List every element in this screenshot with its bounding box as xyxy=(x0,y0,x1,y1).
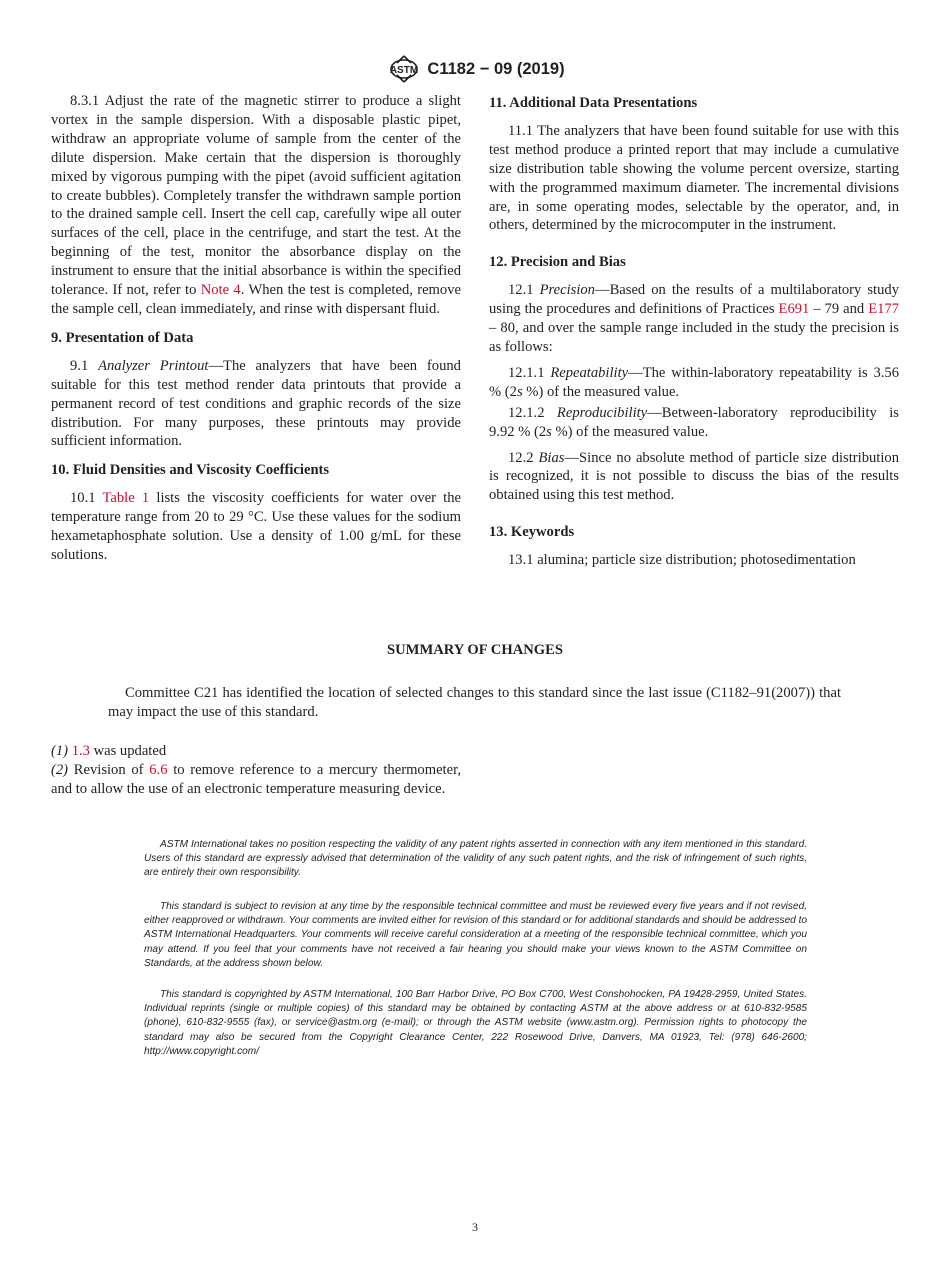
table-1-link[interactable]: Table 1 xyxy=(102,490,150,507)
left-column xyxy=(51,92,461,572)
e691-link[interactable]: E691 xyxy=(778,301,810,318)
section-6-6-link[interactable]: 6.6 xyxy=(149,762,168,778)
change-item: (1) 1.3 was updated xyxy=(51,743,167,759)
section-10-heading: 10. Fluid Densities and Viscosity Coefficients xyxy=(51,462,330,479)
note-4-link[interactable]: Note 4 xyxy=(200,282,241,299)
e177-link[interactable]: E177 xyxy=(868,301,899,318)
svg-text:ASTM: ASTM xyxy=(390,65,419,76)
paragraph-13-1: 13.1 alumina; particle size distribution; photosedimentation xyxy=(508,552,856,569)
page-number: 3 xyxy=(472,1220,478,1234)
paragraph-8-3-1: 8.3.1 Adjust the rate of the magnetic stirrer to produce a slight vortex in the sample dispersion. With a disposable plastic pipet, withdraw an appropriate volume of sample from the center of the dilute dispersion. Make certain that the dispersion is thoroughly mixed by vigorous pumping with the pipet (avoid sufficient agitation to create bubbles). Completely transfer the withdrawn sample portion to the drained sample cell. Insert the cell cap, carefully wipe all outer surfaces of the cell, place in the centrifuge, and start the test. At the beginning of the test, monitor the absorbance display on the instrument to ensure that the initial absorbance is within the specified tolerance. If not, refer to Note 4. When the test is completed, remove the sample cell, clean immediately, and rinse with dispersant fluid. xyxy=(51,93,461,317)
paragraph-11-1: 11.1 The analyzers that have been found suitable for use with this test method produce a printed report that may include a cumulative size distribution table showing the volume percent oversize, starting with the programmed maximum diameter. The incremental divisions are, in some operating modes, selectable by the operator, and, in others, determined by the microcomputer in the instrument. xyxy=(489,122,899,234)
astm-logo-icon xyxy=(385,54,423,84)
paragraph-12-1-2: 12.1.2 Reproducibility—Between-laboratory reproducibility is 9.92 % (2s %) of the measured value. xyxy=(489,404,899,440)
section-1-3-link[interactable]: 1.3 xyxy=(71,743,90,759)
section-11-heading: 11. Additional Data Presentations xyxy=(489,95,698,111)
paragraph-9-1: 9.1 Analyzer Printout—The analyzers that have been found suitable for this test method render data printouts that provide a permanent record of test conditions and graphic records of the size distribution. For many purposes, these printouts may provide sufficient information. xyxy=(51,357,461,450)
copyright-notice: This standard is copyrighted by ASTM International, 100 Barr Harbor Drive, PO Box C700, West Conshohocken, PA 19428-2959, United States. Individual reprints (single or multiple copies) of this standard may be obtained by contacting ASTM at the above address or at 610-832-9585 (phone), 610-832-9555 (fax), or service@astm.org (e-mail); or through the ASTM website (www.astm.org). Permission rights to photocopy the standard may also be secured from the Copyright Clearance Center, 222 Rosewood Drive, Danvers, MA 01923, Tel: (978) 646-2600; http://www.copyright.com/ xyxy=(144,989,807,1057)
paragraph-12-1-1: 12.1.1 Repeatability—The within-laboratory repeatability is 3.56 % (2s %) of the measured value. xyxy=(489,364,899,400)
summary-of-changes-title: SUMMARY OF CHANGES xyxy=(387,642,563,658)
section-9-heading: 9. Presentation of Data xyxy=(51,329,194,346)
summary-intro: Committee C21 has identified the location of selected changes to this standard since the last issue (C1182–91(2007)) that may impact the use of this standard. xyxy=(108,685,841,720)
paragraph-10-1: 10.1 Table 1 lists the viscosity coefficients for water over the temperature range from 20 to 29 °C. Use these values for the sodium hexametaphosphate solution. Use a density of 1.00 g/mL for these solutions. xyxy=(51,490,461,563)
change-item: (2) Revision of 6.6 to remove reference to a mercury thermometer, and to allow the use of an electronic temperature measuring device. xyxy=(51,762,461,797)
page-header xyxy=(0,54,950,86)
revision-notice: This standard is subject to revision at any time by the responsible technical committee and must be reviewed every five years and if not revised, either reapproved or withdrawn. Your comments are invited either for revision of this standard or for additional standards and should be addressed to ASTM International Headquarters. Your comments will receive careful consideration at a meeting of the responsible technical committee, which you may attend. If you feel that your comments have not received a fair hearing you should make your views known to the ASTM Committee on Standards, at the address shown below. xyxy=(144,901,808,969)
paragraph-12-2: 12.2 Bias—Since no absolute method of particle size distribution is recognized, it is not possible to discuss the bias of the results obtained using this test method. xyxy=(489,449,899,504)
document-designation: C1182 − 09 (2019) xyxy=(427,59,565,78)
paragraph-12-1: 12.1 Precision—Based on the results of a multilaboratory study using the procedures and definitions of Practices E691 – 79 and E177 – 80, and over the sample range included in the study the precision is as follows: xyxy=(489,282,899,355)
changes-list xyxy=(51,742,461,799)
patent-notice: ASTM International takes no position respecting the validity of any patent rights asserted in connection with any item mentioned in this standard. Users of this standard are expressly advised that determination of the validity of any such patent rights, and the risk of infringement of such rights, are entirely their own responsibility. xyxy=(144,839,807,879)
right-column xyxy=(489,92,899,577)
section-13-heading: 13. Keywords xyxy=(489,524,575,541)
section-12-heading: 12. Precision and Bias xyxy=(489,254,626,271)
